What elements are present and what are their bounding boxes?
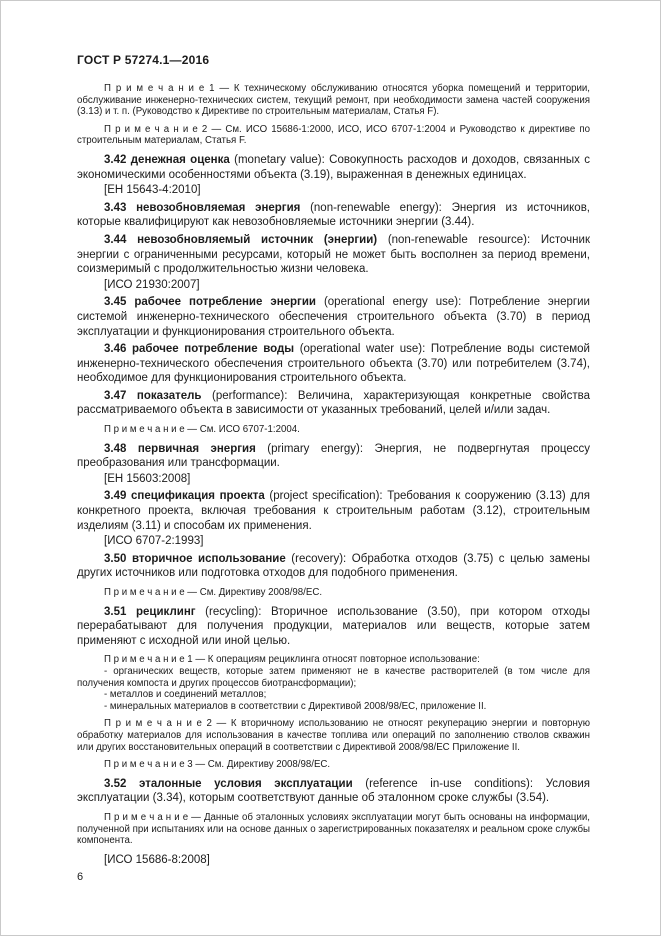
standard-reference: [ИСО 15686-8:2008]	[104, 853, 210, 866]
note-text: См. Директиву 2008/98/ЕС.	[199, 587, 323, 598]
standard-reference: [ИСО 6707-2:1993]	[104, 535, 204, 548]
definition-term-en: (operational water use):	[299, 343, 426, 356]
definition-body: Совокупность расходов и доходов, связанных с экономическими особенностями объекта (3.19), выраженная в денежных единицах.	[77, 153, 591, 181]
note-3-51-1	[77, 654, 590, 712]
document-header: ГОСТ Р 57274.1—2016	[77, 53, 210, 67]
definition-3-46	[77, 342, 590, 386]
note-label: П р и м е ч а н и е —	[104, 811, 201, 823]
definition-term-en: (recovery):	[291, 552, 347, 565]
definition-body: Энергия, не подвергнутая процессу преобразования или трансформации.	[77, 442, 590, 470]
definition-term-en: (non-renewable resource):	[387, 233, 531, 246]
definition-term: 3.50 вторичное использование	[104, 552, 286, 565]
definition-body: Вторичное использование (3.50), при котором отходы перерабатывают для получения продукции, материалов или веществ, которые затем применяют с исходной или иной целью.	[77, 605, 590, 647]
definition-term-en: (primary energy):	[267, 442, 364, 455]
note-1	[77, 83, 590, 118]
definition-term-en: (performance):	[212, 389, 288, 402]
definition-3-49	[77, 489, 590, 533]
note-label: П р и м е ч а н и е —	[104, 587, 197, 598]
definition-term-en: (recycling):	[205, 605, 262, 618]
definition-term-en: (monetary value):	[234, 153, 325, 166]
note-label: П р и м е ч а н и е —	[104, 424, 197, 436]
definition-3-50	[77, 552, 590, 581]
definition-term-en: (operational energy use):	[323, 296, 462, 309]
definition-term: 3.48 первичная энергия	[104, 442, 256, 455]
note-intro	[77, 654, 590, 666]
list-item: - органических веществ, которые затем применяют не в качестве растворителей (в том числе для получения компоста и других процессов биотрансформации);	[77, 665, 590, 689]
definition-term: 3.42 денежная оценка	[104, 153, 230, 166]
definition-body: Потребление воды системой инженерно-технического обеспечения строительного объекта (3.70) или потребителем (3.74), необходимое для функционирования строительного объекта.	[77, 343, 590, 385]
note-label: П р и м е ч а н и е 1 —	[104, 654, 206, 666]
note-text: К вторичному использованию не относят рекуперацию энергии и повторную обработку материалов для использования в качестве топлива или операций по заполнению стволов скважин или других восстановительных операций в соответствии с Директивой 2008/98/ЕС Приложение II.	[77, 718, 590, 753]
definition-term-en: (reference in-use conditions):	[365, 777, 534, 790]
definition-term: 3.46 рабочее потребление воды	[104, 343, 295, 356]
definition-term-en: (non-renewable energy):	[310, 201, 442, 214]
definition-3-51	[77, 605, 590, 649]
note-text: К операциям рециклинга относят повторное использование:	[207, 654, 480, 666]
definition-body: Величина, характеризующая конкретные свойства рассматриваемого объекта в зависимости от указанных требований, целей и/или задач.	[77, 389, 590, 417]
note-3-50	[77, 587, 590, 599]
definition-term: 3.51 рециклинг	[104, 605, 196, 618]
definition-body: Обработка отходов (3.75) с целью замены других источников или подготовка отходов для подобного применения.	[77, 552, 591, 580]
note-label: П р и м е ч а н и е 1 —	[104, 83, 230, 94]
note-3-51-2	[77, 718, 590, 753]
definition-body: Требования к сооружению (3.13) для конкретного проекта, включая требования к строительным работам (3.12), строительным изделиям (3.11) и способам их применения.	[77, 490, 590, 532]
note-3-52	[77, 812, 590, 847]
note-text: См. ИСО 15686-1:2000, ИСО, ИСО 6707-1:2004 и Руководство к директиве по строительным материалам, Статья F.	[77, 123, 590, 147]
definition-3-44	[77, 233, 590, 277]
note-label: П р и м е ч а н и е 2 —	[104, 718, 227, 730]
definition-3-45	[77, 295, 590, 339]
definition-3-48	[77, 442, 590, 471]
definition-term: 3.44 невозобновляемый источник (энергии)	[104, 233, 378, 246]
definition-term: 3.43 невозобновляемая энергия	[104, 201, 301, 214]
note-label: П р и м е ч а н и е 2 —	[104, 123, 222, 135]
standard-reference: [ЕН 15643-4:2010]	[104, 184, 201, 197]
definition-body: Энергия из источников, которые квалифицируют как невозобновляемые источники энергии (3.44).	[77, 201, 590, 229]
definition-term: 3.52 эталонные условия эксплуатации	[104, 777, 353, 790]
definition-3-52	[77, 777, 590, 806]
definition-body: Условия эксплуатации (3.34), которым соответствуют данные об эталонном сроке службы (3.54).	[77, 777, 590, 805]
document-page	[1, 1, 660, 867]
definition-term: 3.49 спецификация проекта	[104, 490, 265, 503]
definition-term: 3.47 показатель	[104, 389, 202, 402]
definition-term: 3.45 рабочее потребление энергии	[104, 296, 316, 309]
list-item: - минеральных материалов в соответствии с Директивой 2008/98/ЕС, приложение II.	[104, 700, 487, 712]
note-label: П р и м е ч а н и е 3 —	[104, 759, 206, 771]
definition-3-43	[77, 201, 590, 230]
definition-body: Источник энергии с ограниченными ресурсами, который не может быть восполнен за период времени, соизмеримый с продолжительностью жизни человека.	[77, 233, 590, 276]
definition-term-en: (project specification):	[269, 490, 383, 503]
note-text: См. Директиву 2008/98/ЕС.	[207, 759, 331, 771]
definition-3-42	[77, 153, 590, 182]
note-text: См. ИСО 6707-1:2004.	[199, 424, 300, 436]
note-2	[77, 124, 590, 147]
note-3-51-3	[77, 759, 590, 771]
standard-reference: [ЕН 15603:2008]	[104, 472, 191, 485]
note-text: К техническому обслуживанию относятся уборка помещений и территории, обслуживание инженерно-технических систем, текущий ремонт, при необходимости замена частей сооружения (3.13) и т. п. (Руководство к Директиве по строительным материалам, Статья F).	[77, 83, 590, 118]
list-item: - металлов и соединений металлов;	[104, 689, 267, 701]
standard-reference: [ИСО 21930:2007]	[104, 278, 200, 291]
note-text: Данные об эталонных условиях эксплуатации могут быть основаны на информации, полученной при испытаниях или на основе данных о зарегистрированных показателях и реальном сроке службы компонента.	[77, 811, 590, 847]
note-3-47	[77, 424, 590, 436]
page-number: 6	[77, 871, 84, 883]
definition-body: Потребление энергии системой инженерно-технического обеспечения строительного объекта (3.70) в период эксплуатации и функционирования строительного объекта.	[77, 296, 590, 338]
definition-3-47	[77, 389, 590, 418]
